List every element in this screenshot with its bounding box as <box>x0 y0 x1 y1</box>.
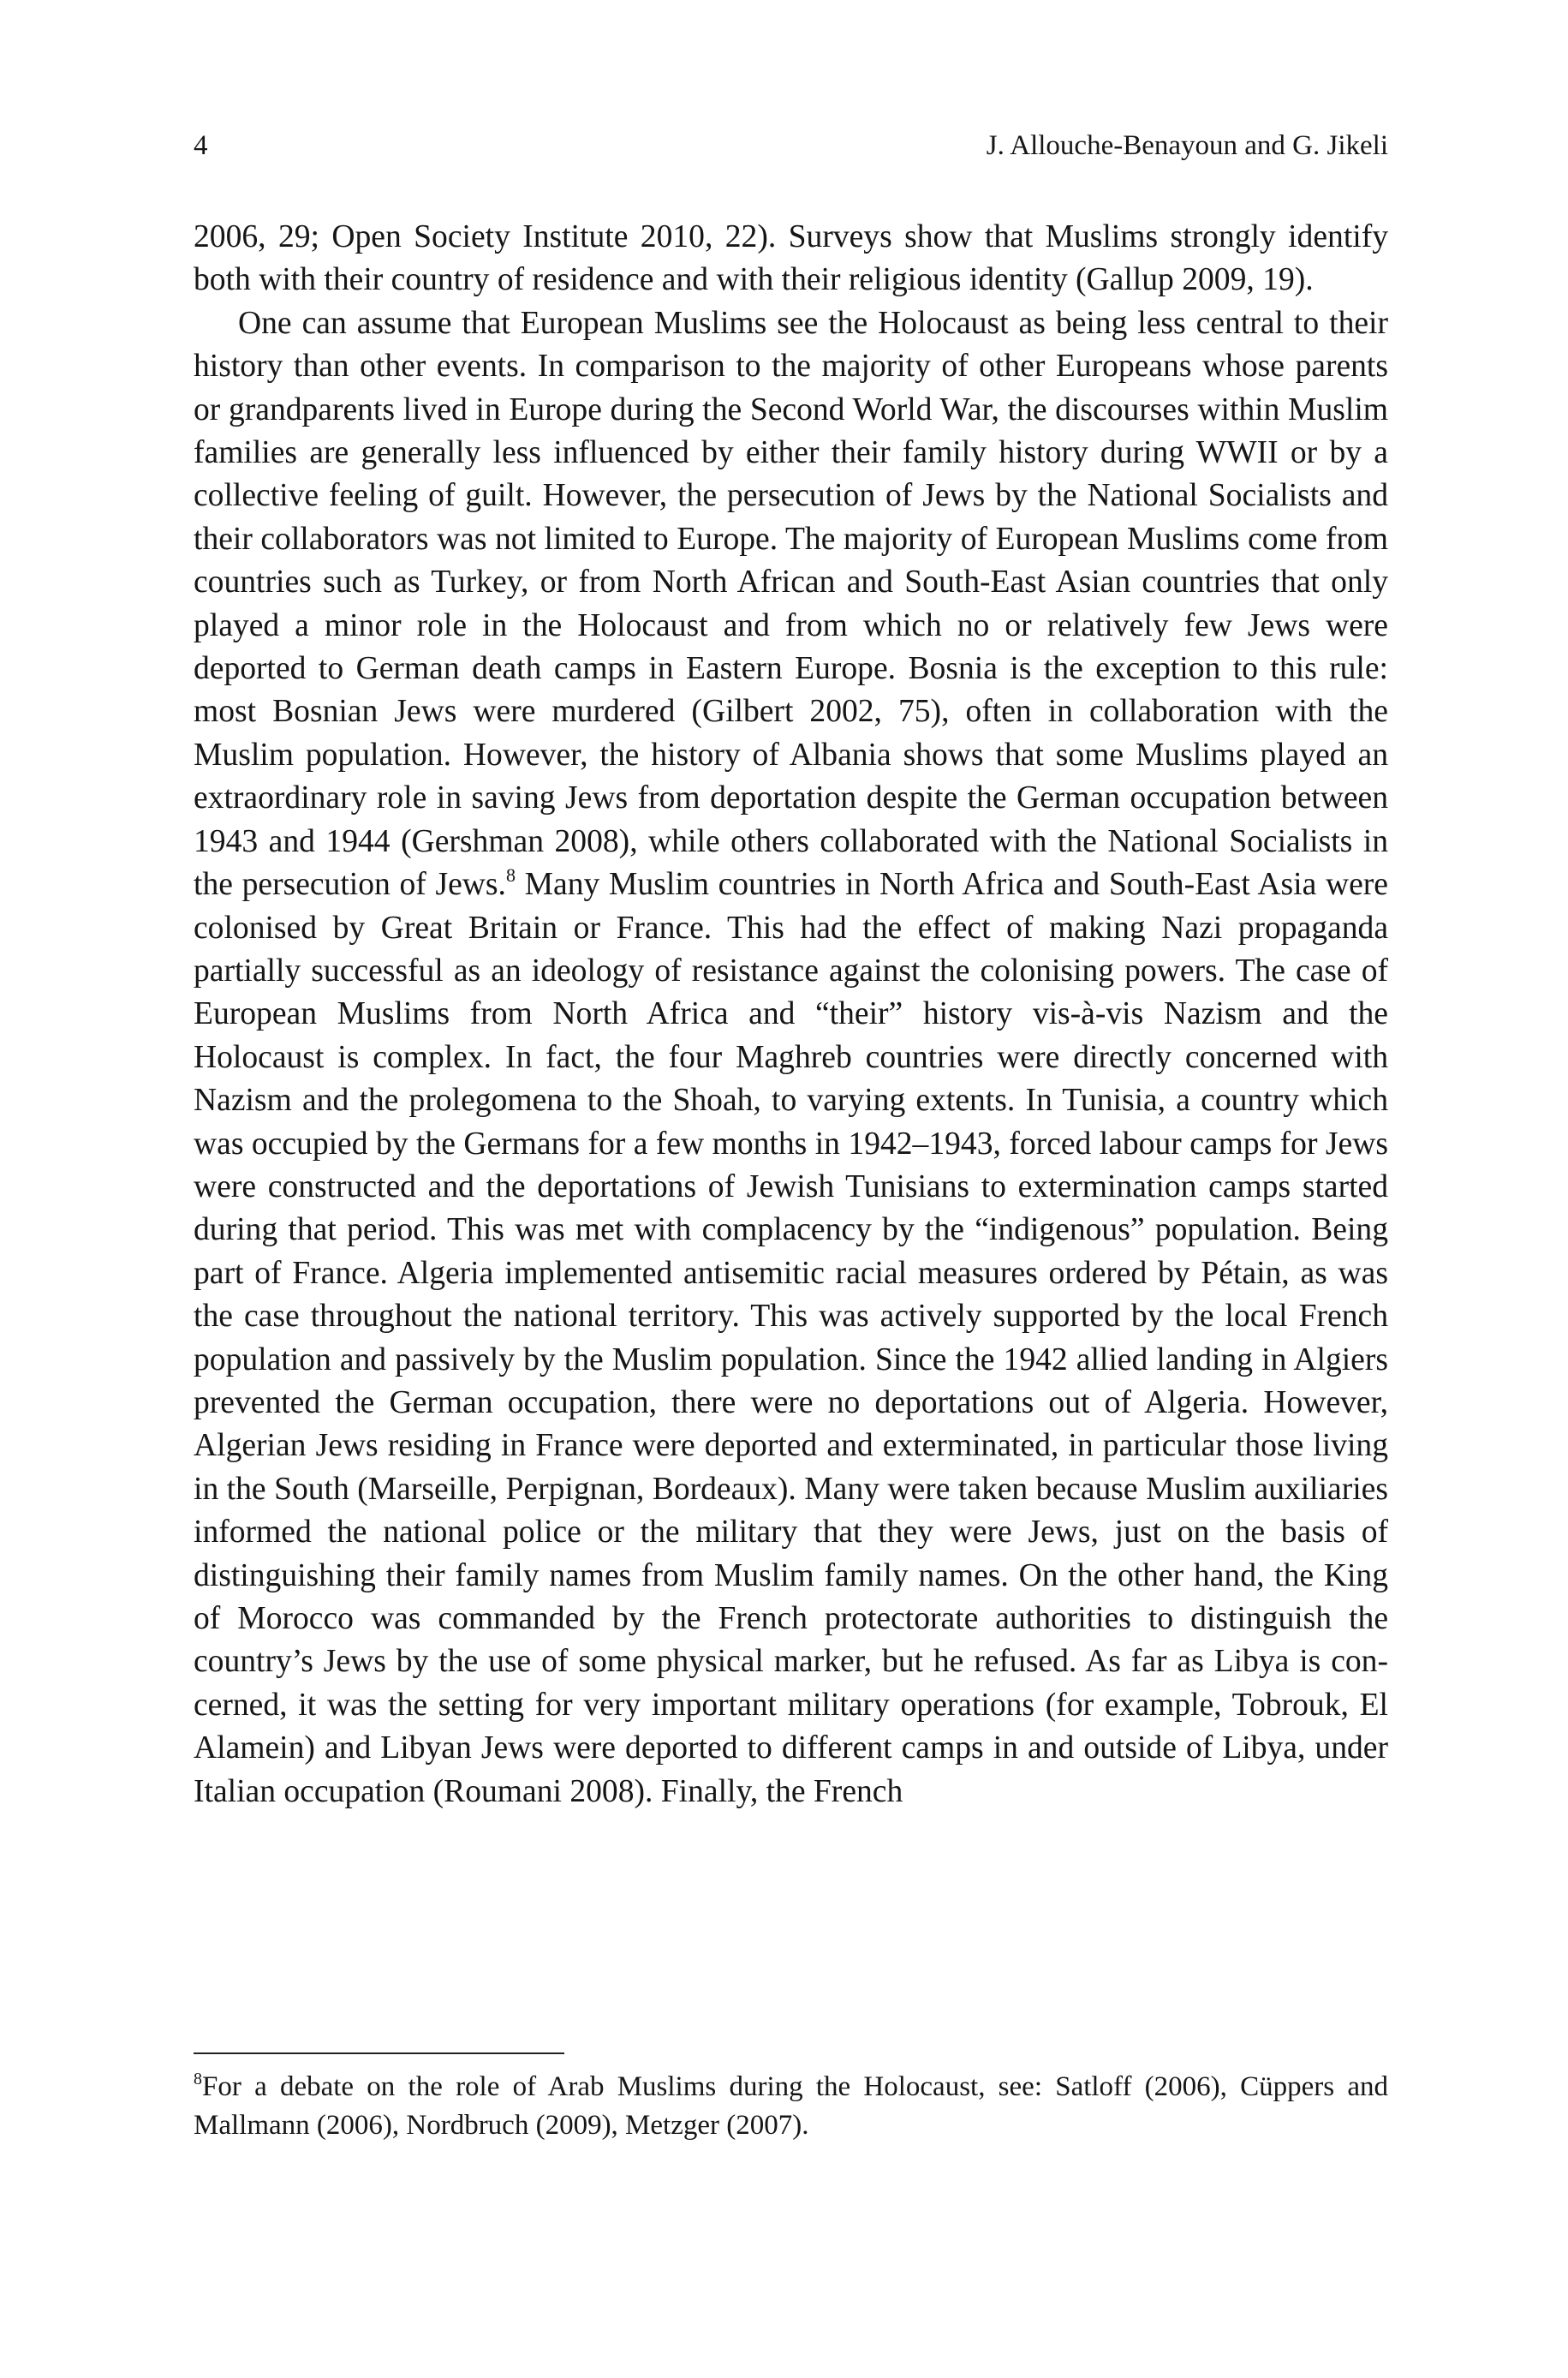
paragraph-text-after-note: Many Muslim countries in North Africa and South-East Asia were colonised by Great Britain or France. This had the effect of making Nazi propaganda partially successful as an ideology of resistance against the colonising powers. The case of European Muslims from North Africa and “their” history vis-à-vis Nazism and the Holocaust is complex. In fact, the four Maghreb countries were directly concerned with Nazism and the prolegomena to the Shoah, to varying extents. In Tunisia, a country which was occupied by the Germans for a few months in 1942–1943, forced labour camps for Jews were constructed and the deportations of Jewish Tunisians to extermination camps started during that period. This was met with complacency by the “indigenous” population. Being part of France. Algeria implemented antisemitic racial measures ordered by Pétain, as was the case throughout the national territory. This was actively supported by the local French population and passively by the Muslim population. Since the 1942 allied landing in Algiers prevented the German occupation, there were no deportations out of Algeria. However, Algerian Jews residing in France were deported and exterminated, in particular those living in the South (Marseille, Perpignan, Bordeaux). Many were taken because Muslim auxiliaries informed the national police or the military that they were Jews, just on the basis of distinguishing their family names from Muslim family names. On the other hand, the King of Morocco was commanded by the French protectorate authorities to distinguish the country’s Jews by the use of some physical marker, but he refused. As far as Libya is concerned, it was the setting for very important military operations (for example, Tobrouk, El Alamein) and Libyan Jews were deported to different camps in and outside of Libya, under Italian occupation (Roumani 2008). Finally, the French <box>194 867 1388 1809</box>
running-head-authors: J. Allouche-Benayoun and G. Jikeli <box>986 130 1388 161</box>
paragraph-text-before-note: One can assume that European Muslims see the Holocaust as being less central to their history than other events. In comparison to the majority of other Europeans whose parents or grandparents lived in Europe during the Second World War, the discourses within Muslim families are generally less influenced by either their family history during WWII or by a collective feeling of guilt. However, the persecution of Jews by the National Socialists and their collaborators was not limited to Europe. The majority of European Muslims come from countries such as Turkey, or from North African and South-East Asian countries that only played a minor role in the Holocaust and from which no or relatively few Jews were deported to German death camps in Eastern Europe. Bosnia is the exception to this rule: most Bosnian Jews were murdered (Gilbert 2002, 75), often in collaboration with the Muslim population. However, the history of Albania shows that some Muslims played an extraordinary role in saving Jews from deportation despite the German occupation between 1943 and 1944 (Gershman 2008), while others collaborated with the National Socialists in the persecution of Jews. <box>194 305 1388 903</box>
running-head <box>194 127 1388 164</box>
footnote-reference[interactable]: 8 <box>505 864 516 887</box>
paragraph-continued: 2006, 29; Open Society Institute 2010, 22). Surveys show that Muslims strongly identify both with their country of residence and with their religious identity (Gallup 2009, 19). <box>194 219 1388 298</box>
paragraph-holocaust <box>194 302 1388 1813</box>
main-text <box>194 216 1388 1813</box>
page-number: 4 <box>194 130 208 161</box>
footnote-divider <box>194 2052 564 2054</box>
footnote-text: For a debate on the role of Arab Muslims during the Holocaust, see: Satloff (2006), Cüppers and Mallmann (2006), Nordbruch (2009), Metzger (2007). <box>194 2071 1388 2141</box>
footnote <box>194 2068 1388 2145</box>
footnote-number: 8 <box>194 2070 202 2088</box>
